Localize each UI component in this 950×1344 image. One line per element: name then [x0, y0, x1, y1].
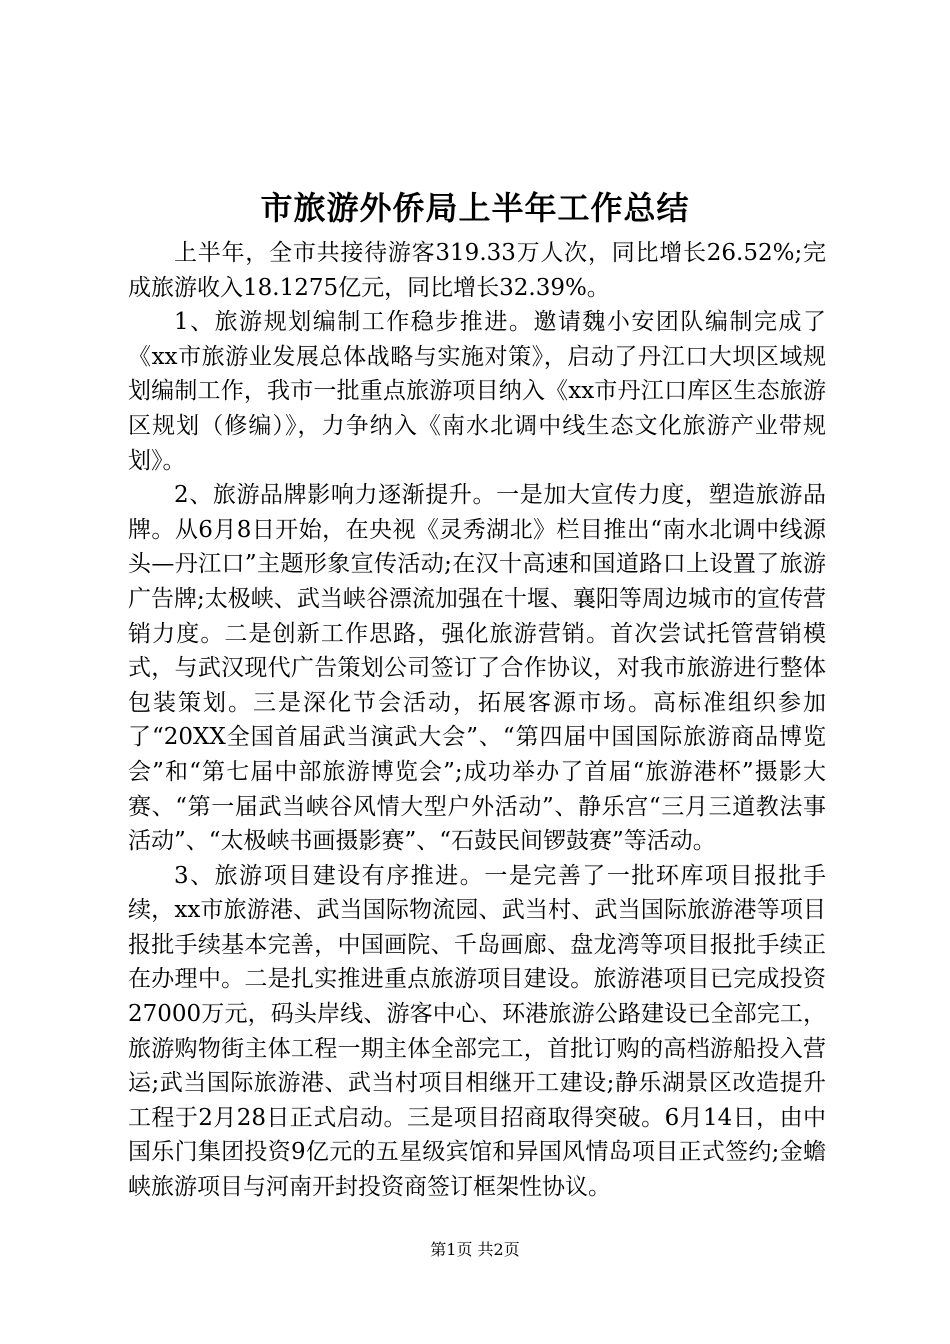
paragraph-branding: 2、旅游品牌影响力逐渐提升。一是加大宣传力度，塑造旅游品牌。从6月8日开始，在央视《灵秀湖北》栏目推出“南水北调中线源头—丹江口”主题形象宣传活动;在汉十高速和国道路口上设置了旅游广告牌;太极峡、武当峡谷漂流加强在十堰、襄阳等周边城市的宣传营销力度。二是创新工作思路，强化旅游营销。首次尝试托管营销模式，与武汉现代广告策划公司签订了合作协议，对我市旅游进行整体包装策划。三是深化节会活动，拓展客源市场。高标准组织参加了“20XX全国首届武当演武大会”、“第四届中国国际旅游商品博览会”和“第七届中部旅游博览会”;成功举办了首届“旅游港杯”摄影大赛、“第一届武当峡谷风情大型户外活动”、静乐宫“三月三道教法事活动”、“太极峡书画摄影赛”、“石鼓民间锣鼓赛”等活动。 — [128, 482, 826, 855]
page-footer: 第1页 共2页 — [430, 1240, 520, 1259]
document-title: 市旅游外侨局上半年工作总结 — [260, 189, 690, 227]
document-body — [128, 236, 826, 1205]
paragraph-summary: 上半年，全市共接待游客319.33万人次，同比增长26.52%;完成旅游收入18.1275亿元，同比增长32.39%。 — [128, 240, 826, 301]
paragraph-projects: 3、旅游项目建设有序推进。一是完善了一批环库项目报批手续，xx市旅游港、武当国际物流园、武当村、武当国际旅游港等项目报批手续基本完善，中国画院、千岛画廊、盘龙湾等项目报批手续正在办理中。二是扎实推进重点旅游项目建设。旅游港项目已完成投资27000万元，码头岸线、游客中心、环港旅游公路建设已全部完工，旅游购物街主体工程一期主体全部完工，首批订购的高档游船投入营运;武当国际旅游港、武当村项目相继开工建设;静乐湖景区改造提升工程于2月28日正式启动。三是项目招商取得突破。6月14日，由中国乐门集团投资9亿元的五星级宾馆和异国风情岛项目正式签约;金蟾峡旅游项目与河南开封投资商签订框架性协议。 — [128, 862, 826, 1201]
paragraph-planning: 1、旅游规划编制工作稳步推进。邀请魏小安团队编制完成了《xx市旅游业发展总体战略与实施对策》，启动了丹江口大坝区域规划编制工作，我市一批重点旅游项目纳入《xx市丹江口库区生态旅游区规划（修编）》，力争纳入《南水北调中线生态文化旅游产业带规划》。 — [128, 309, 826, 474]
